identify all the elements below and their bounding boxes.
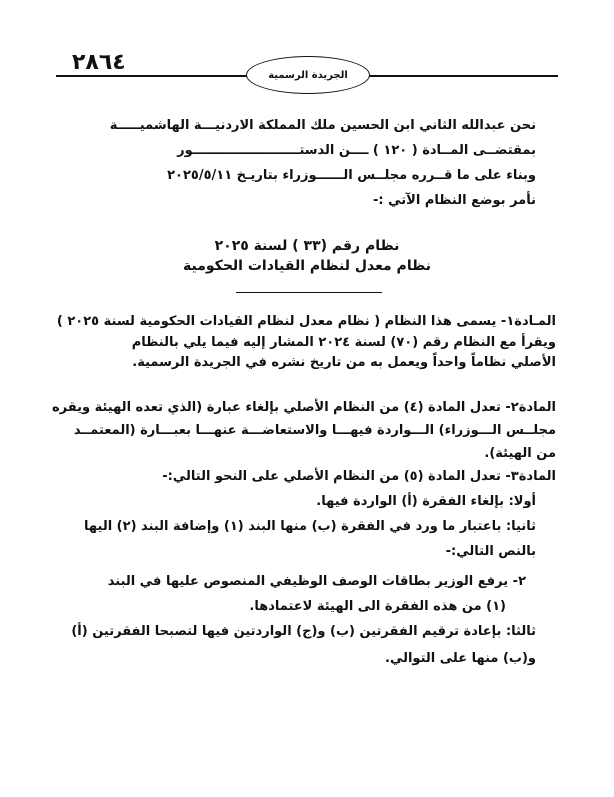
article-2-line-1: المادة٢- تعدل المادة (٤) من النظام الأصلي بإلغاء عبارة (الذي تعده الهيئة ويقره [52,400,556,415]
article-2-line-3: من الهيئة). [484,446,556,461]
article-3-item-1: أولا: بإلغاء الفقرة (أ) الواردة فيها. [316,494,536,509]
gazette-emblem [246,56,370,94]
article-3-line-1: المادة٣- تعدل المادة (٥) من النظام الأصلي على النحو التالي:- [162,469,556,484]
preamble-line-1: نحن عبدالله الثاني ابن الحسين ملك المملكة الاردنيـــة الهاشميـــــة [109,118,536,133]
preamble-line-3: وبناء على ما قــرره مجلــس الــــــوزراء بتاريـخ ٢٠٢٥/٥/١١ [167,168,536,183]
regulation-subtitle: نظام معدل لنظام القيادات الحكومية [183,258,431,274]
title-divider [236,292,382,293]
article-2-line-2: مجلــس الـــوزراء) الـــواردة فيهـــا والاستعاضـــة عنهـــا بعبـــارة (المعتمــد [73,423,556,438]
article-1-line-1: المـادة١- يسمى هذا النظام ( نظام معدل لنظام القيادات الحكومية لسنة ٢٠٢٥ ) [56,314,556,329]
page-number: ٢٨٦٤ [72,50,126,75]
regulation-title: نظام رقم (٣٣ ) لسنة ٢٠٢٥ [214,238,400,254]
preamble-line-4: نأمر بوضع النظام الآتي :- [373,193,536,208]
article-1-line-2: ويقرأ مع النظام رقم (٧٠) لسنة ٢٠٢٤ المشار إليه فيما يلي بالنظام [131,335,556,350]
article-3-item-3-line-2: و(ب) منها على التوالي. [385,651,536,666]
article-3-item-2-sub-1: ٢- يرفع الوزير بطاقات الوصف الوظيفي المنصوص عليها في البند [107,574,526,589]
preamble-line-2: بمقتضــى المــادة ( ١٢٠ ) ــــن الدستــــــــــــــــــــــــور [177,143,536,158]
article-3-item-2-line-2: بالنص التالي:- [445,544,536,559]
article-3-item-2-line-1: ثانيا: باعتبار ما ورد في الفقرة (ب) منها البند (١) وإضافة البند (٢) اليها [84,519,536,534]
article-3-item-2-sub-2: (١) من هذه الفقرة الى الهيئة لاعتمادها. [249,599,506,614]
article-1-line-3: الأصلي نظاماً واحداً ويعمل به من تاريخ نشره في الجريدة الرسمية. [132,355,556,370]
article-3-item-3-line-1: ثالثا: بإعادة ترقيم الفقرتين (ب) و(ج) الواردتين فيها لتصبحا الفقرتين (أ) [71,624,536,639]
gazette-label: الجريدة الرسمية [268,69,348,81]
